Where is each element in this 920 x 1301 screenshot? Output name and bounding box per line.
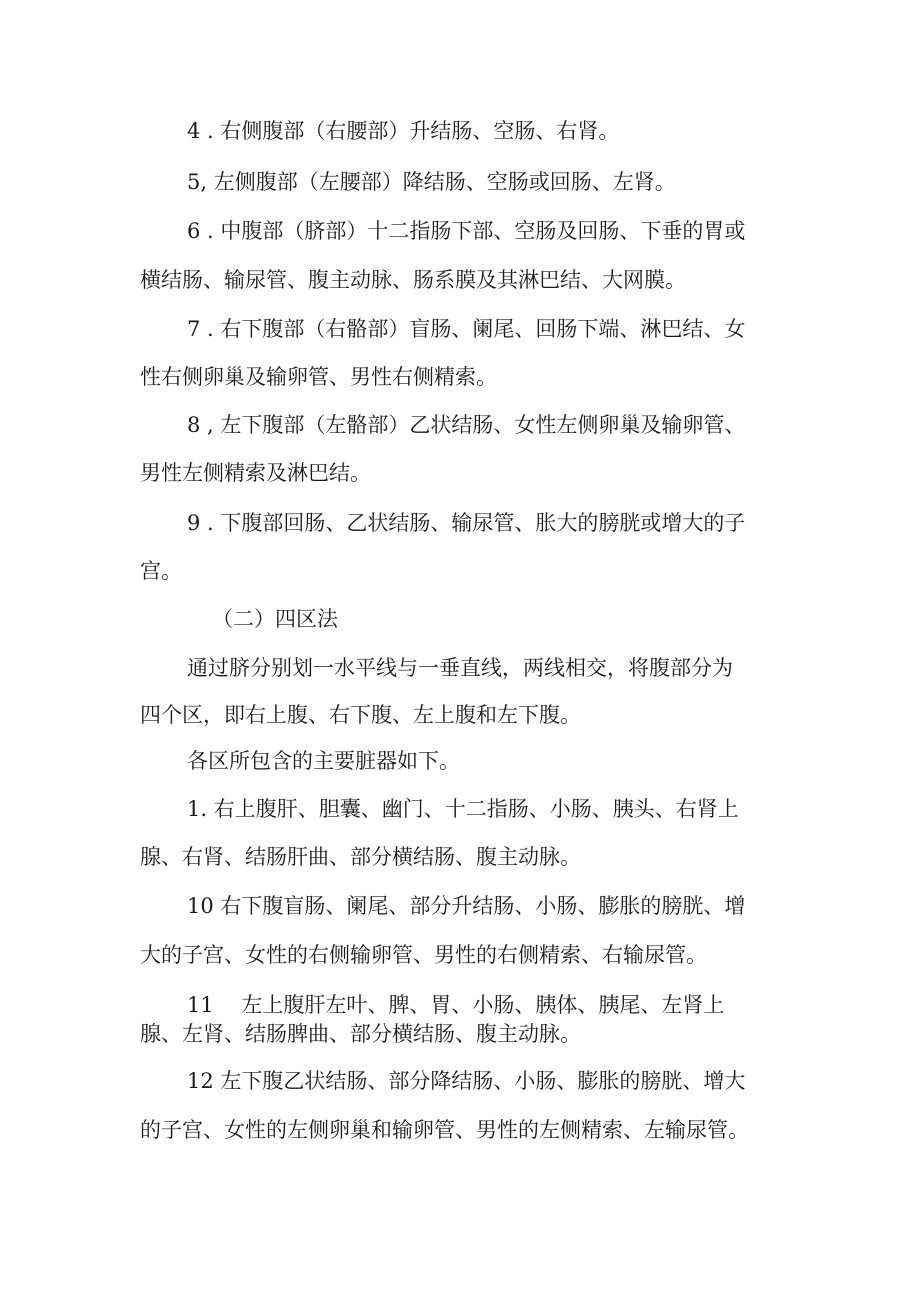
paragraph-line-1: 通过脐分别划一水平线与一垂直线，两线相交，将腹部分为: [187, 656, 733, 680]
item-7-text: 7 . 右下腹部（右骼部）盲肠、阑尾、回肠下端、淋巴结、女: [187, 317, 746, 341]
quadrant-1-text-cont: 腺、右肾、结肠肝曲、部分横结肠、腹主动脉。: [140, 845, 581, 869]
section-heading: （二）四区法: [212, 607, 338, 631]
intro-line: 各区所包含的主要脏器如下。: [187, 749, 460, 773]
item-7-text-cont: 性右侧卵巢及输卵管、男性右侧精索。: [140, 365, 497, 389]
quadrant-10-text: 10 右下腹盲肠、阑尾、部分升结肠、小肠、膨胀的膀胱、增: [187, 894, 746, 918]
item-9-text: 9 . 下腹部回肠、乙状结肠、输尿管、胀大的膀胱或增大的子: [187, 511, 746, 535]
quadrant-10-text-cont: 大的子宫、女性的右侧输卵管、男性的右侧精索、右输尿管。: [140, 943, 707, 967]
item-8-text: 8 , 左下腹部（左骼部）乙状结肠、女性左侧卵巢及输卵管、: [187, 413, 746, 437]
quadrant-12-text: 12 左下腹乙状结肠、部分降结肠、小肠、膨胀的膀胱、增大: [187, 1069, 746, 1093]
paragraph-line-2: 四个区，即右上腹、右下腹、左上腹和左下腹。: [140, 703, 581, 727]
item-8-text-cont: 男性左侧精索及淋巴结。: [140, 461, 371, 485]
item-5-text: 5, 左侧腹部（左腰部）降结肠、空肠或回肠、左肾。: [187, 170, 676, 194]
quadrant-11-text-cont: 腺、左肾、结肠脾曲、部分横结肠、腹主动脉。: [140, 1022, 581, 1046]
quadrant-12-text-cont: 的子宫、女性的左侧卵巢和输卵管、男性的左侧精索、左输尿管。: [140, 1118, 749, 1142]
item-6-text-cont: 横结肠、输尿管、腹主动脉、肠系膜及其淋巴结、大网膜。: [140, 268, 686, 292]
item-9-text-cont: 宫。: [140, 559, 182, 583]
quadrant-11-text: 11 左上腹肝左叶、脾、胃、小肠、胰体、胰尾、左肾上: [187, 993, 725, 1017]
quadrant-1-text: 1. 右上腹肝、胆囊、幽门、十二指肠、小肠、胰头、右肾上: [187, 797, 739, 821]
item-4-text: 4 . 右侧腹部（右腰部）升结肠、空肠、右肾。: [187, 119, 620, 143]
item-6-text: 6 . 中腹部（脐部）十二指肠下部、空肠及回肠、下垂的胃或: [187, 219, 746, 243]
